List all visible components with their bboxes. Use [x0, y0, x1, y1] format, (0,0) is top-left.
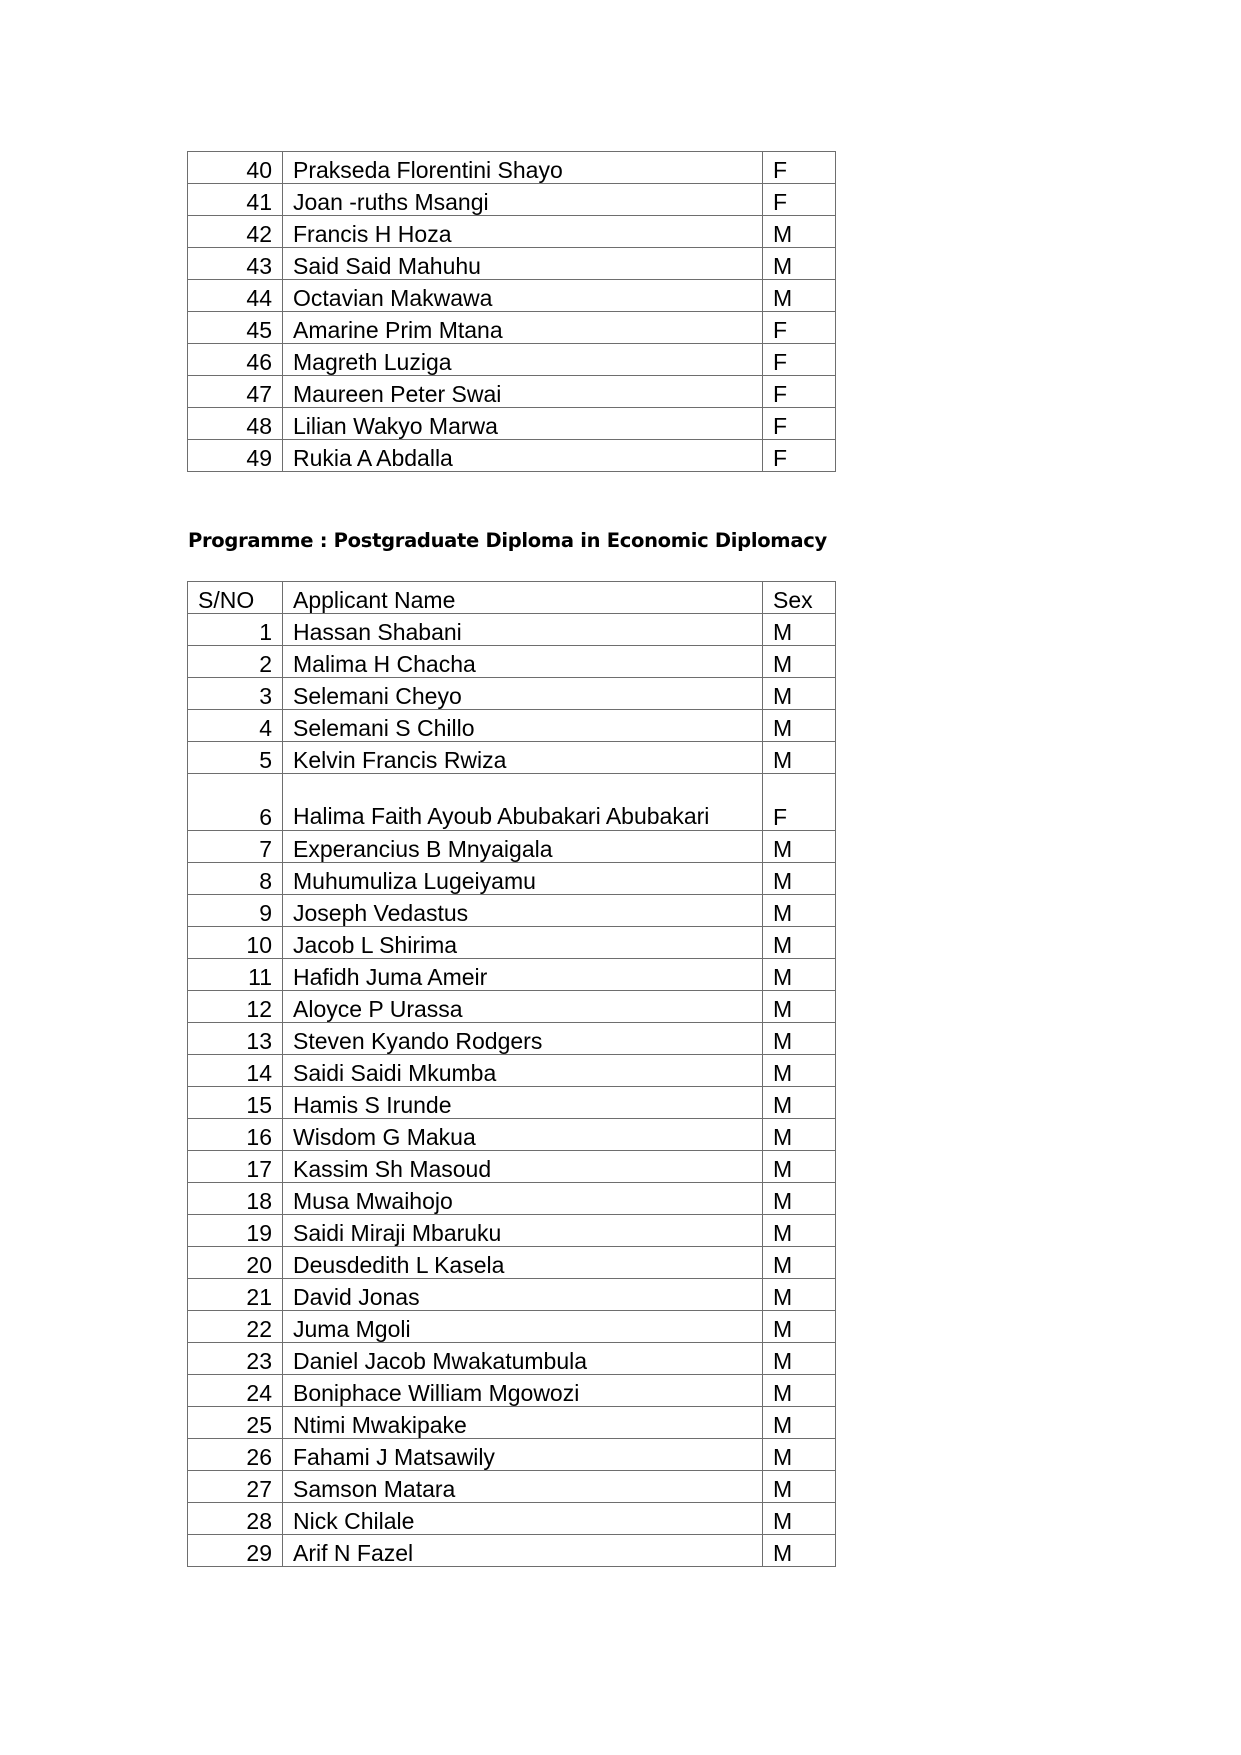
sex-cell: M [763, 959, 836, 991]
sno-cell: 4 [188, 710, 283, 742]
applicant-name-cell: Jacob L Shirima [283, 927, 763, 959]
sno-cell: 12 [188, 991, 283, 1023]
sex-cell: M [763, 831, 836, 863]
sno-cell: 40 [188, 152, 283, 184]
table-row [188, 895, 836, 927]
table-row [188, 152, 836, 184]
applicant-name-cell: Boniphace William Mgowozi [283, 1375, 763, 1407]
sno-cell: 10 [188, 927, 283, 959]
sno-cell: 27 [188, 1471, 283, 1503]
sex-cell: F [763, 152, 836, 184]
sno-cell: 45 [188, 312, 283, 344]
applicant-name-cell: Saidi Saidi Mkumba [283, 1055, 763, 1087]
table-row [188, 440, 836, 472]
sno-cell: 47 [188, 376, 283, 408]
table-row [188, 678, 836, 710]
applicant-name-cell: Hassan Shabani [283, 614, 763, 646]
applicant-name-cell: Fahami J Matsawily [283, 1439, 763, 1471]
applicant-name-cell: Ntimi Mwakipake [283, 1407, 763, 1439]
applicant-name-cell: Wisdom G Makua [283, 1119, 763, 1151]
table-row [188, 959, 836, 991]
sno-cell: 9 [188, 895, 283, 927]
applicant-name-cell: Aloyce P Urassa [283, 991, 763, 1023]
programme-heading: Programme : Postgraduate Diploma in Economic Diplomacy [188, 529, 827, 552]
table-row [188, 184, 836, 216]
sno-cell: 22 [188, 1311, 283, 1343]
applicant-name-cell: Maureen Peter Swai [283, 376, 763, 408]
applicant-name-cell: Experancius B Mnyaigala [283, 831, 763, 863]
sex-cell: M [763, 1055, 836, 1087]
sno-cell: 11 [188, 959, 283, 991]
table-row [188, 216, 836, 248]
sex-cell: M [763, 1247, 836, 1279]
applicant-name-cell: Nick Chilale [283, 1503, 763, 1535]
table-row [188, 1023, 836, 1055]
sex-cell: M [763, 1215, 836, 1247]
sex-cell: M [763, 248, 836, 280]
table-row [188, 344, 836, 376]
sex-cell: M [763, 1407, 836, 1439]
table-row [188, 1471, 836, 1503]
table-row [188, 774, 836, 831]
applicant-name-cell: Francis H Hoza [283, 216, 763, 248]
applicant-name-cell: David Jonas [283, 1279, 763, 1311]
sno-cell: 20 [188, 1247, 283, 1279]
sno-cell: 1 [188, 614, 283, 646]
sex-cell: M [763, 1023, 836, 1055]
sno-cell: 7 [188, 831, 283, 863]
sex-cell: F [763, 184, 836, 216]
sex-cell: F [763, 344, 836, 376]
sno-cell: 43 [188, 248, 283, 280]
sex-cell: F [763, 408, 836, 440]
applicant-name-cell: Magreth Luziga [283, 344, 763, 376]
sex-cell: M [763, 1535, 836, 1567]
sex-cell: M [763, 1471, 836, 1503]
table-header-row [188, 582, 836, 614]
sno-cell: 19 [188, 1215, 283, 1247]
sex-cell: M [763, 216, 836, 248]
sno-cell: 17 [188, 1151, 283, 1183]
table-row [188, 1503, 836, 1535]
table-row [188, 1343, 836, 1375]
sex-cell: M [763, 710, 836, 742]
sex-cell: M [763, 1183, 836, 1215]
table-row [188, 1535, 836, 1567]
applicant-name-cell: Hamis S Irunde [283, 1087, 763, 1119]
sno-cell: 15 [188, 1087, 283, 1119]
sno-cell: 49 [188, 440, 283, 472]
header-applicant-name: Applicant Name [283, 582, 763, 614]
table-row [188, 991, 836, 1023]
table-row [188, 1151, 836, 1183]
table-row [188, 1279, 836, 1311]
applicant-name-cell: Halima Faith Ayoub Abubakari Abubakari [283, 774, 763, 831]
sex-cell: M [763, 1151, 836, 1183]
sex-cell: F [763, 376, 836, 408]
applicant-name-cell: Selemani S Chillo [283, 710, 763, 742]
table-row [188, 614, 836, 646]
sno-cell: 5 [188, 742, 283, 774]
table-row [188, 1375, 836, 1407]
sex-cell: M [763, 742, 836, 774]
sex-cell: M [763, 1279, 836, 1311]
sno-cell: 25 [188, 1407, 283, 1439]
sno-cell: 8 [188, 863, 283, 895]
sno-cell: 6 [188, 774, 283, 831]
table-row [188, 1119, 836, 1151]
sex-cell: M [763, 678, 836, 710]
sno-cell: 13 [188, 1023, 283, 1055]
sno-cell: 48 [188, 408, 283, 440]
sex-cell: M [763, 1087, 836, 1119]
applicant-name-cell: Saidi Miraji Mbaruku [283, 1215, 763, 1247]
sno-cell: 28 [188, 1503, 283, 1535]
sno-cell: 24 [188, 1375, 283, 1407]
economic-diplomacy-applicants-table [187, 581, 836, 1567]
applicant-name-cell: Kelvin Francis Rwiza [283, 742, 763, 774]
applicant-name-cell: Samson Matara [283, 1471, 763, 1503]
applicant-name-cell: Deusdedith L Kasela [283, 1247, 763, 1279]
table-row [188, 863, 836, 895]
sno-cell: 16 [188, 1119, 283, 1151]
table-row [188, 312, 836, 344]
applicant-name-cell: Arif N Fazel [283, 1535, 763, 1567]
sex-cell: F [763, 440, 836, 472]
table-row [188, 408, 836, 440]
sex-cell: M [763, 1119, 836, 1151]
table-row [188, 248, 836, 280]
table-row [188, 710, 836, 742]
table-row [188, 742, 836, 774]
applicant-name-cell: Octavian Makwawa [283, 280, 763, 312]
sex-cell: M [763, 1375, 836, 1407]
table-row [188, 1311, 836, 1343]
sex-cell: M [763, 895, 836, 927]
sno-cell: 42 [188, 216, 283, 248]
applicant-name-cell: Joan -ruths Msangi [283, 184, 763, 216]
table-row [188, 1439, 836, 1471]
applicant-name-cell: Selemani Cheyo [283, 678, 763, 710]
sno-cell: 18 [188, 1183, 283, 1215]
sno-cell: 44 [188, 280, 283, 312]
table-row [188, 927, 836, 959]
applicant-name-cell: Amarine Prim Mtana [283, 312, 763, 344]
sno-cell: 2 [188, 646, 283, 678]
sex-cell: M [763, 863, 836, 895]
applicant-name-cell: Juma Mgoli [283, 1311, 763, 1343]
sno-cell: 3 [188, 678, 283, 710]
applicant-name-cell: Daniel Jacob Mwakatumbula [283, 1343, 763, 1375]
applicants-table-continued [187, 151, 836, 472]
table-row [188, 1183, 836, 1215]
table-row [188, 1247, 836, 1279]
sex-cell: F [763, 774, 836, 831]
applicant-name-cell: Joseph Vedastus [283, 895, 763, 927]
applicant-name-cell: Hafidh Juma Ameir [283, 959, 763, 991]
sex-cell: M [763, 1439, 836, 1471]
table-row [188, 1087, 836, 1119]
table-row [188, 646, 836, 678]
header-sex: Sex [763, 582, 836, 614]
applicant-name-cell: Muhumuliza Lugeiyamu [283, 863, 763, 895]
sno-cell: 46 [188, 344, 283, 376]
applicant-name-cell: Prakseda Florentini Shayo [283, 152, 763, 184]
sex-cell: M [763, 280, 836, 312]
sex-cell: M [763, 614, 836, 646]
applicant-name-cell: Steven Kyando Rodgers [283, 1023, 763, 1055]
applicant-name-cell: Lilian Wakyo Marwa [283, 408, 763, 440]
applicant-name-cell: Said Said Mahuhu [283, 248, 763, 280]
sno-cell: 41 [188, 184, 283, 216]
sex-cell: M [763, 646, 836, 678]
applicant-name-cell: Rukia A Abdalla [283, 440, 763, 472]
sno-cell: 14 [188, 1055, 283, 1087]
applicant-name-cell: Kassim Sh Masoud [283, 1151, 763, 1183]
table-row [188, 831, 836, 863]
sex-cell: M [763, 927, 836, 959]
applicant-name-cell: Malima H Chacha [283, 646, 763, 678]
table-row [188, 1055, 836, 1087]
sno-cell: 26 [188, 1439, 283, 1471]
sno-cell: 23 [188, 1343, 283, 1375]
header-sno: S/NO [188, 582, 283, 614]
applicant-name-cell: Musa Mwaihojo [283, 1183, 763, 1215]
table-row [188, 376, 836, 408]
sex-cell: M [763, 1503, 836, 1535]
sex-cell: F [763, 312, 836, 344]
sno-cell: 29 [188, 1535, 283, 1567]
sex-cell: M [763, 1311, 836, 1343]
table-row [188, 280, 836, 312]
table-row [188, 1215, 836, 1247]
sno-cell: 21 [188, 1279, 283, 1311]
table-row [188, 1407, 836, 1439]
sex-cell: M [763, 1343, 836, 1375]
sex-cell: M [763, 991, 836, 1023]
